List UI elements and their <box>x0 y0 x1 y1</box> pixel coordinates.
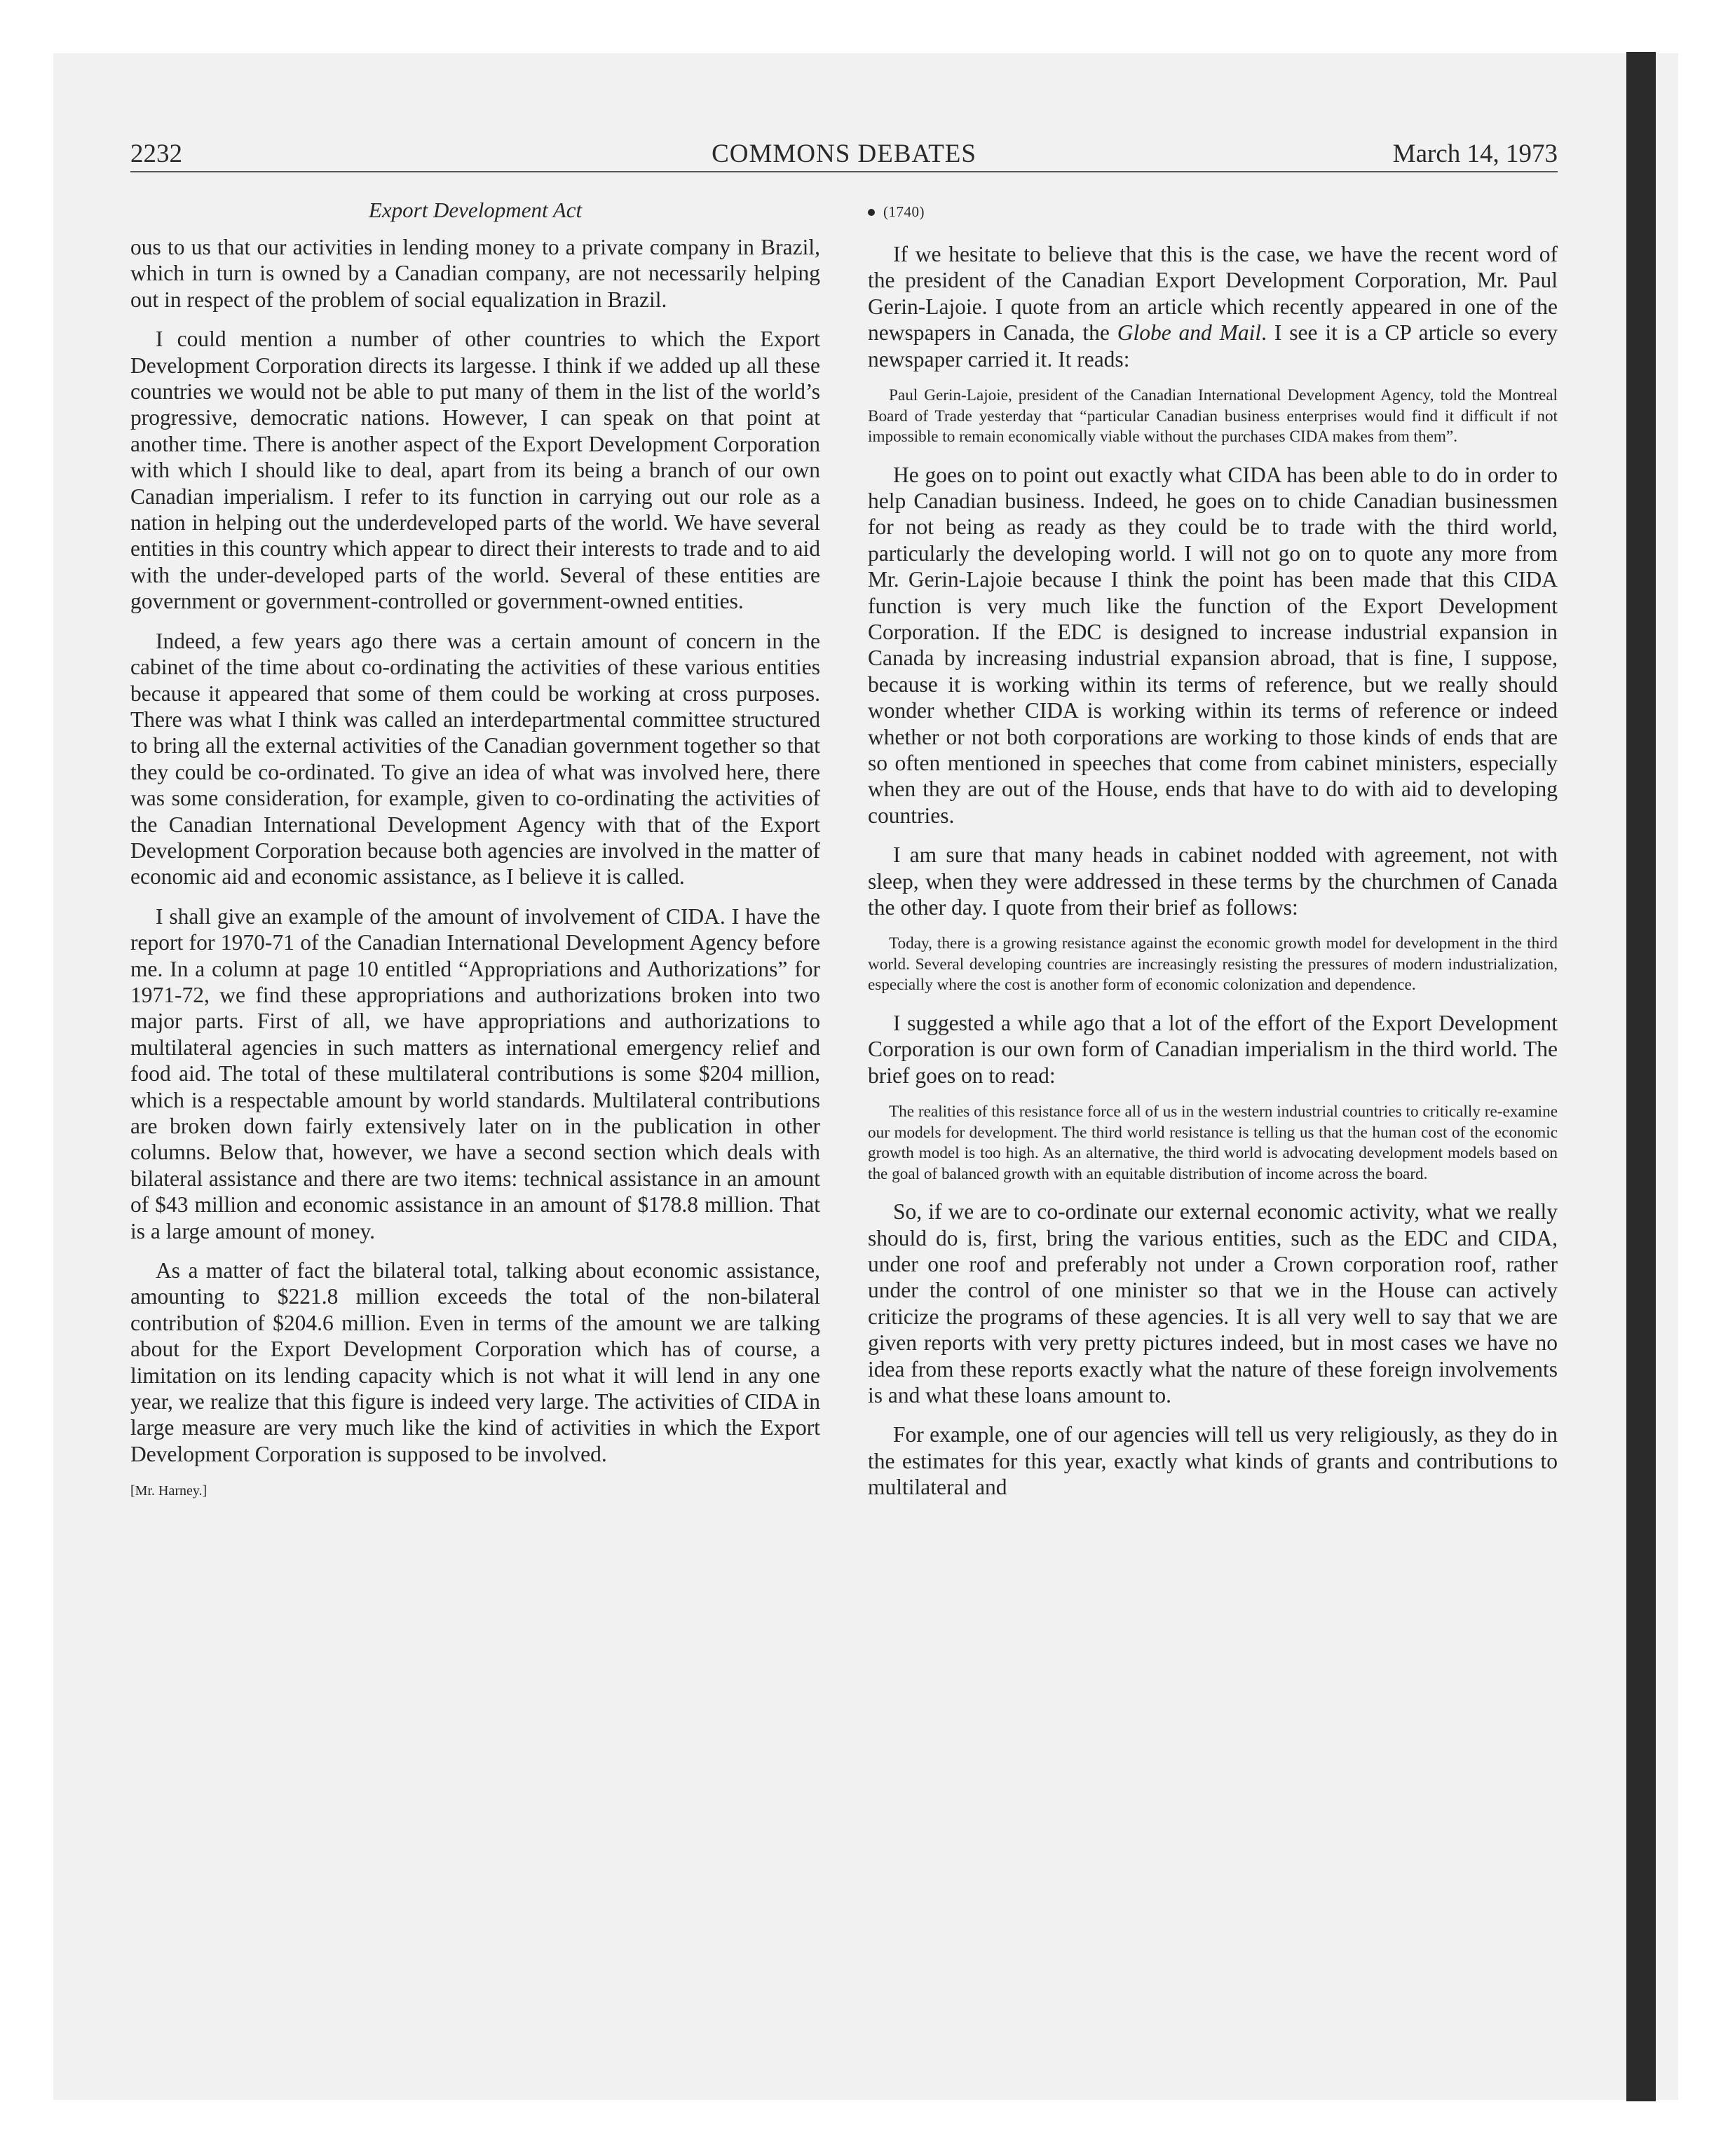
paragraph: I shall give an example of the amount of involvement of CIDA. I have the report for 1970-71 of the Canadian International Development Agency before me. In a column at page 10 entitled “Appropriations and Authorizations” for 1971-72, we find these appropriations and authorizations broken into two major parts. First of all, we have appropriations and authorizations to multilateral agencies in such matters as international emergency relief and food aid. The total of these multilateral contributions is some $204 million, which is a respectable amount by world standards. Multilateral contributions are broken down fairly extensively later on in the publication in other columns. Below that, however, we have a second section which deals with bilateral assistance and there are two items: technical assistance in an amount of $43 million and economic assistance in an amount of $178.8 million. That is a large amount of money. <box>130 903 820 1243</box>
paragraph: For example, one of our agencies will tell us very religiously, as they do in the estimates for this year, exactly what kinds of grants and contributions to multilateral and <box>868 1422 1558 1500</box>
speaker-attribution: [Mr. Harney.] <box>130 1483 207 1499</box>
paragraph: Indeed, a few years ago there was a certain amount of concern in the cabinet of the time about co-ordinating the activities of these various entities because it appeared that some of them could be working at cross purposes. There was what I think was called an interdepartmental committee structured to bring all the external activities of the Canadian government together so that they could be co-ordinated. To give an idea of what was involved here, there was some consideration, for example, given to co-ordinating the activities of the Canadian International Development Agency with that of the Export Development Corporation because both agencies are involved in the matter of economic aid and economic assistance, as I believe it is called. <box>130 628 820 889</box>
time-marker <box>868 200 1558 223</box>
newspaper-name: Globe and Mail <box>1117 320 1262 346</box>
page-header <box>130 137 1558 172</box>
paragraph: I could mention a number of other countries to which the Export Development Corporation directs its largesse. I think if we added up all these countries we would not be able to put many of them in the list of the world’s progressive, democratic nations. However, I can speak on that point at another time. There is another aspect of the Export Development Corporation with which I should like to deal, apart from its being a branch of our own Canadian imperialism. I refer to its function in carrying out our role as a nation in helping out the underdeveloped parts of the world. We have several entities in this country which appear to direct their interests to trade and to aid with the under-developed parts of the world. Several of these entities are government or government-controlled or government-owned entities. <box>130 327 820 614</box>
scan-edge-bar <box>1626 52 1656 2101</box>
right-column <box>868 196 1558 1514</box>
paragraph: As a matter of fact the bilateral total, talking about economic assistance, amounting to $221.8 million exceeds the total of the non-bilateral contribution of $204.6 million. Even in terms of the amount we are talking about for the Export Development Corporation which has of course, a limitation on its lending capacity which is not what it will lend in any one year, we realize that this figure is indeed very large. The activities of CIDA in large measure are very much like the kind of activities in which the Export Development Corporation is supposed to be involved. <box>130 1258 820 1466</box>
quotation: The realities of this resistance force all of us in the western industrial countries to critically re-examine our models for development. The third world resistance is telling us that the human cost of the economic growth model is too high. As an alternative, the third world is advocating development models based on the goal of balanced growth with an equitable distribution of income across the board. <box>868 1103 1558 1183</box>
paragraph <box>868 241 1558 372</box>
quotation: Today, there is a growing resistance against the economic growth model for development in the third world. Several developing countries are increasingly resisting the pressures of modern industrialization, especially where the cost is another form of economic colonization and dependence. <box>868 934 1558 995</box>
paragraph: I am sure that many heads in cabinet nodded with agreement, not with sleep, when they were addressed in these terms by the churchmen of Canada the other day. I quote from their brief as follows: <box>868 842 1558 920</box>
paragraph: I suggested a while ago that a lot of the effort of the Export Development Corporation is our own form of Canadian imperialism in the third world. The brief goes on to read: <box>868 1010 1558 1088</box>
page-number: 2232 <box>130 139 182 168</box>
section-title: Export Development Act <box>368 198 583 222</box>
left-column <box>130 196 820 1501</box>
paragraph: He goes on to point out exactly what CIDA has been able to do in order to help Canadian business. Indeed, he goes on to chide Canadian businessmen for not being as ready as they could be to trade with the third world, particularly the developing world. I will not go on to quote any more from Mr. Gerin-Lajoie because I think the point has been made that this CIDA function is very much like the function of the Export Development Corporation. If the EDC is designed to increase industrial expansion in Canada by increasing industrial expansion abroad, that is fine, I suppose, because it is working within its terms of reference, but we really should wonder whether CIDA is working within its terms of reference or indeed whether or not both corporations are working to those kinds of ends that are so often mentioned in speeches that come from cabinet ministers, especially when they are out of the House, ends that have to do with aid to developing countries. <box>868 462 1558 828</box>
bullet-icon <box>868 209 875 216</box>
paragraph-text: If we hesitate to believe that this is the case, we have the recent word of the president of the Canadian Export Development Corporation, Mr. Paul Gerin-Lajoie. I quote from an article which recently appeared in one of the newspapers in Canada, the <box>868 242 1558 346</box>
quotation: Paul Gerin-Lajoie, president of the Canadian International Development Agency, told the Montreal Board of Trade yesterday that “particular Canadian business enterprises would find it difficult if not impossible to remain economically viable without the purchases CIDA makes from them”. <box>868 386 1558 446</box>
time-marker-text: (1740) <box>883 203 925 220</box>
paragraph-text: . I see it is a CP article so every newspaper carried it. It reads: <box>868 320 1558 371</box>
paragraph: ous to us that our activities in lending money to a private company in Brazil, which in turn is owned by a Canadian company, are not necessarily helping out in respect of the problem of social equalization in Brazil. <box>130 235 820 312</box>
publication-date: March 14, 1973 <box>1392 139 1558 168</box>
publication-title: COMMONS DEBATES <box>712 139 977 168</box>
paragraph: So, if we are to co-ordinate our external economic activity, what we really should do is, first, bring the various entities, such as the EDC and CIDA, under one roof and preferably not under a Crown corporation roof, rather under the control of one minister so that we in the House can actively criticize the programs of these agencies. It is all very well to say that we are given reports with very pretty pictures indeed, but in most cases we have no idea from these reports exactly what the nature of these foreign involvements is and what these loans amount to. <box>868 1199 1558 1407</box>
